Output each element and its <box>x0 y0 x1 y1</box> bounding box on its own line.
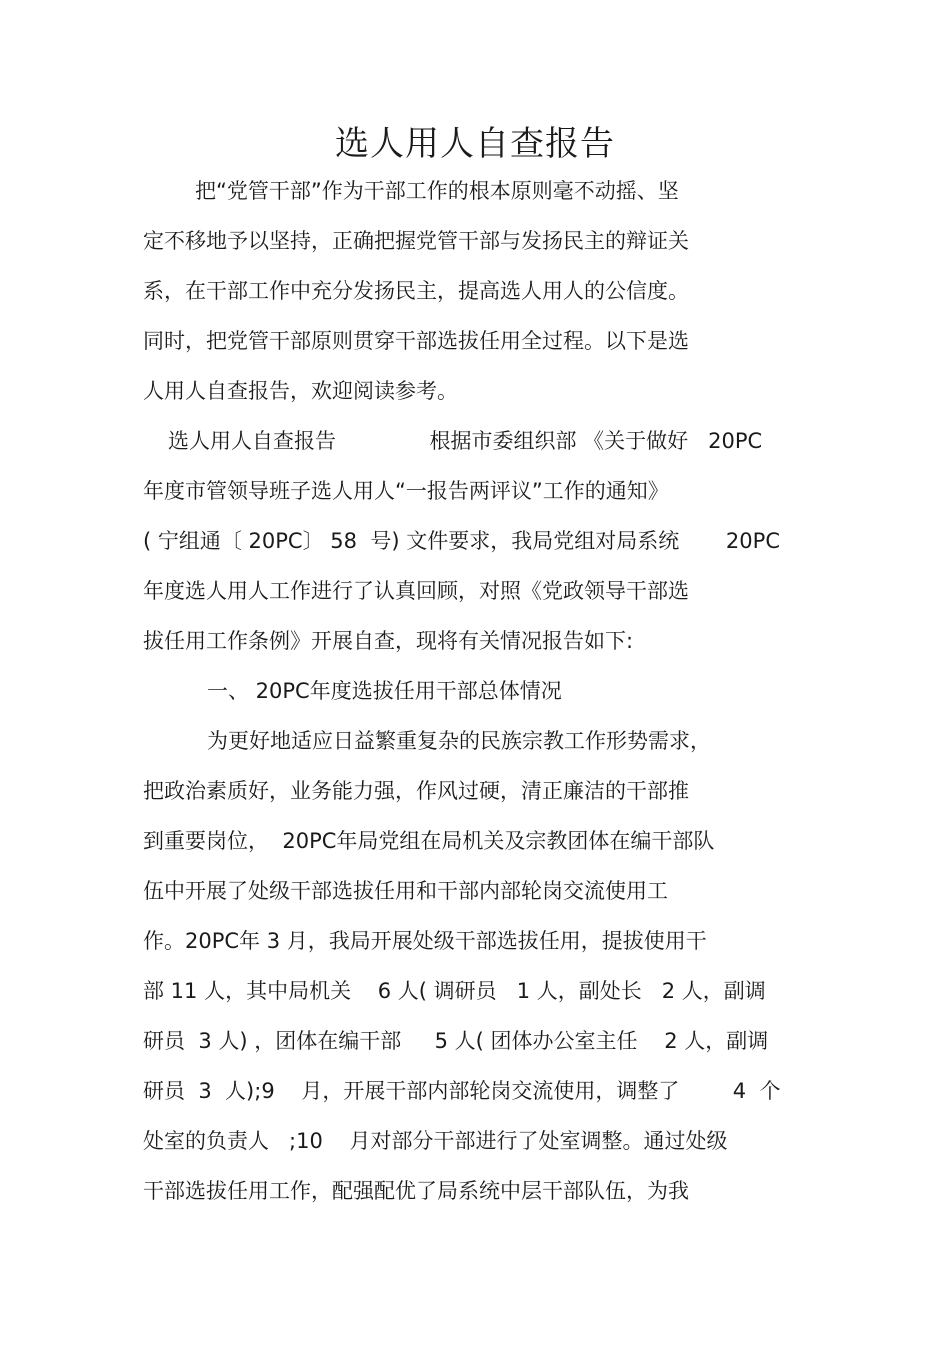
section-heading: 一、 20PC年度选拔任用干部总体情况 <box>207 679 562 703</box>
paragraph-line: 部 11 人，其中局机关 6 人( 调研员 1 人，副处长 2 人，副调 <box>143 979 766 1003</box>
paragraph-line: 选人用人自查报告 根据市委组织部 《关于做好 20PC <box>168 429 763 453</box>
paragraph-line: 研员 3 人);9 月，开展干部内部轮岗交流使用，调整了 4 个 <box>143 1079 781 1103</box>
paragraph-line: 年度选人用人工作进行了认真回顾，对照《党政领导干部选 <box>143 579 689 603</box>
paragraph-line: 定不移地予以坚持，正确把握党管干部与发扬民主的辩证关 <box>143 229 689 253</box>
paragraph-line: 年度市管领导班子选人用人“一报告两评议”工作的通知》 <box>143 479 669 503</box>
paragraph-line: 同时，把党管干部原则贯穿干部选拔任用全过程。以下是选 <box>143 329 689 353</box>
paragraph-line: ( 宁组通〔 20PC〕 58 号) 文件要求，我局党组对局系统 20PC <box>143 529 780 553</box>
paragraph-line: 为更好地适应日益繁重复杂的民族宗教工作形势需求， <box>207 729 711 753</box>
paragraph-line: 作。20PC年 3 月，我局开展处级干部选拔任用，提拔使用干 <box>143 929 707 953</box>
paragraph-line: 伍中开展了处级干部选拔任用和干部内部轮岗交流使用工 <box>143 879 668 903</box>
paragraph-line: 人用人自查报告，欢迎阅读参考。 <box>143 379 458 403</box>
paragraph-line: 系，在干部工作中充分发扬民主，提高选人用人的公信度。 <box>143 279 689 303</box>
paragraph-line: 到重要岗位， 20PC年局党组在局机关及宗教团体在编干部队 <box>143 829 715 853</box>
paragraph-line: 干部选拔任用工作，配强配优了局系统中层干部队伍，为我 <box>143 1179 689 1203</box>
document-title: 选人用人自查报告 <box>335 124 615 164</box>
paragraph-line: 把“党管干部”作为干部工作的根本原则毫不动摇、坚 <box>195 179 679 203</box>
paragraph-line: 把政治素质好，业务能力强，作风过硬，清正廉洁的干部推 <box>143 779 689 803</box>
paragraph-line: 研员 3 人) ，团体在编干部 5 人( 团体办公室主任 2 人，副调 <box>143 1029 769 1053</box>
paragraph-line: 处室的负责人 ;10 月对部分干部进行了处室调整。通过处级 <box>143 1129 728 1153</box>
paragraph-line: 拔任用工作条例》开展自查，现将有关情况报告如下: <box>143 629 634 653</box>
